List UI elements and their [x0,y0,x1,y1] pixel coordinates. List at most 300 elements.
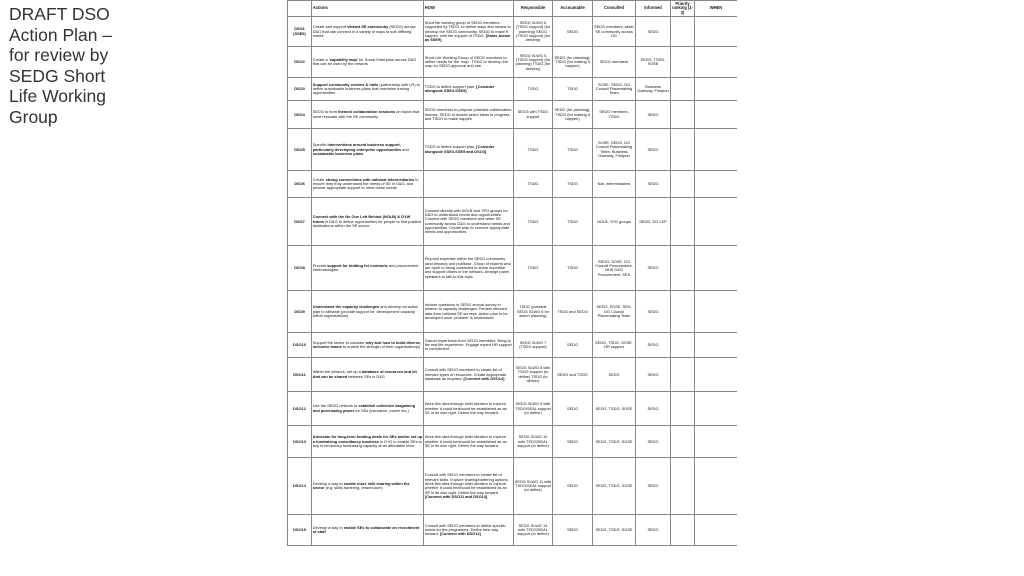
action-id-cell-text: DSO1 (SSE9) [293,26,306,36]
accountable-cell-text: SEDG [566,527,579,533]
accountable-cell-text: SEDG [566,405,579,411]
accountable-cell [553,458,593,515]
how-cell-bold-text: [Same Action as SSE9] [424,32,511,43]
table-row [288,246,738,291]
action-id-cell-text: DSO12 [293,405,306,411]
action-id-cell-text: DSO2 [294,59,305,65]
actions-cell-text: between SEs in D&G [347,373,385,379]
how-cell [424,17,514,47]
responsible-cell-text: SEDG SLWG 10 with TSDG/SEAL support (to define) [517,434,549,448]
responsible-cell-text: TSDG [527,265,539,271]
actions-cell-text: (partnership with LR) to define sustainable business plans that maximise trading opportunities [312,81,420,96]
consulted-cell-text: SEDG members, TSDG [599,109,629,119]
accountable-cell-text: TSDG and SEDG [557,308,588,314]
informed-cell-text: SEDG [647,111,659,117]
priority-cell [671,246,695,291]
consulted-cell-text: SEDG, TSDG, SOSE [595,527,633,533]
responsible-cell [514,392,553,426]
actions-cell-text: and develop an action plan to alleviate (provide support for ‘development’ capacity within organisations) [312,304,419,318]
action-id-cell-text: DSO3 [294,86,305,92]
responsible-cell-text: SEDG SLWG 6 (TSDG support) (for planning) SEDG (TSDG support) (for delivery) [515,19,551,43]
informed-cell-text: SEDG [647,483,659,489]
actions-cell-bold-text: vibrant SE community [347,24,389,30]
consulted-cell [593,426,636,458]
informed-cell-text: SEDG [647,405,659,411]
informed-cell [636,129,671,171]
table-row [288,78,738,101]
accountable-cell [553,392,593,426]
actions-cell-text: Within the network, set up a [312,369,362,375]
accountable-cell-text: SEDG [566,483,579,489]
consulted-cell [593,358,636,392]
priority-cell [671,392,695,426]
how-cell-text: Consult with SEDG members to create list of relevant skills. Explore sharing/bartering options. Work this idea through fuller ideation to explore whether it could be/should be established as an SE in its own right. Define the way forward. [424,472,509,495]
consulted-cell-text: SEDG, TSDG, SOSE, HR support [595,339,633,350]
when-cell [695,129,738,171]
informed-cell [636,515,671,546]
priority-cell [671,47,695,78]
when-cell [695,171,738,198]
table-row [288,129,738,171]
actions-cell-bold-text: themed collaboration sessions [338,109,396,115]
header-priority: Priority ranking (1-3) [672,1,693,15]
how-cell [424,515,514,546]
responsible-cell [514,198,553,246]
accountable-cell-text: SEDG (for planning), TSDG (for making it happen) [554,54,591,69]
action-id-cell-text: DSO9 [294,308,305,314]
action-id-cell [288,426,312,458]
priority-cell [671,101,695,129]
informed-cell [636,246,671,291]
consulted-cell-text: Nat. intermediaries [597,181,631,187]
actions-cell [312,78,424,101]
accountable-cell-text: TSDG [567,218,578,224]
actions-cell-text: (SEDG) across D&G that can connect in a variety of ways to suit differing needs [312,24,416,38]
priority-cell [671,358,695,392]
how-cell-text: Pinpoint expertise within the SEDG community (and beyond) and publicise. Group of experts who are open to being contacted to share expertise and support others in the network. Arrange panel speakers to talk to this topic. [424,256,511,279]
action-id-cell [288,78,312,101]
consulted-cell-text: SEDG, TSDG, SOSE [595,438,633,444]
how-cell [424,198,514,246]
header-actions: Actions [312,1,424,17]
header-responsible: Responsible [514,1,553,17]
consulted-cell-text: SEDG, SOSE, SES, DG Council Placemaking Team [596,304,632,318]
actions-cell-text: Develop a way to [312,524,344,530]
priority-cell [671,17,695,47]
responsible-cell-text: SEDG SLWG 5 (TSDG support) (for planning) TSDG (for delivery) [515,52,551,71]
how-cell-bold-text: [Connect with DSO14] [463,375,505,381]
informed-cell-text: SEDG [647,371,659,377]
accountable-cell [553,246,593,291]
action-id-cell [288,198,312,246]
accountable-cell [553,426,593,458]
responsible-cell [514,333,553,358]
actions-cell [312,198,424,246]
how-cell [424,171,514,198]
accountable-cell [553,198,593,246]
responsible-cell [514,246,553,291]
actions-cell-bold-text: support for bidding for contracts [327,262,388,268]
consulted-cell [593,17,636,47]
action-id-cell [288,291,312,333]
how-cell [424,78,514,101]
how-cell-text: TSDG to define support plan. [424,144,477,150]
how-cell [424,47,514,78]
actions-cell-bold-text: Support community centres & halls [312,81,379,87]
consulted-cell-text: SEDG members [599,59,629,65]
accountable-cell [553,129,593,171]
actions-cell-bold-text: why and how to build diverse, inclusive teams [312,339,422,350]
actions-cell-text: SEDG to form [312,109,339,115]
action-id-cell [288,515,312,546]
responsible-cell-text: TSDG [527,181,539,187]
actions-cell-bold-text: strong connections with national intermediaries [325,176,415,182]
action-id-cell-text: DSO13 [293,438,306,444]
responsible-cell [514,17,553,47]
actions-cell-text: (e.g. skills bartering, lessercoom) [324,485,383,491]
accountable-cell [553,291,593,333]
accountable-cell-text: TSDG [567,265,578,271]
responsible-cell-text: TSDG [527,86,539,92]
consulted-cell-text: SEDG members, wider SE community across DG [594,24,634,38]
priority-cell [671,515,695,546]
actions-cell-bold-text: sustainable business plans [312,150,364,156]
actions-cell-bold-text: database of resources and kit that can be shared [312,369,417,379]
header-informed: Informed [636,1,671,17]
consulted-cell [593,246,636,291]
consulted-cell-text: SEDG, TSDG, SOSE [595,405,633,411]
how-cell-text: Consult with SEDG members to define specific needs for the programme. Define best way forward. [424,522,506,537]
how-cell [424,246,514,291]
actions-cell-text: Create and support [312,24,348,30]
consulted-cell [593,129,636,171]
when-cell [695,426,738,458]
informed-cell [636,101,671,129]
when-cell [695,17,738,47]
actions-cell-text: to enable the strength of their organisation(s) [341,344,421,350]
table-row [288,198,738,246]
action-id-cell-text: DSO14 [293,483,306,489]
informed-cell-text: SEDG [647,265,659,271]
responsible-cell [514,78,553,101]
action-plan-table [287,0,737,546]
when-cell [695,392,738,426]
how-cell [424,333,514,358]
responsible-cell [514,171,553,198]
responsible-cell [514,515,553,546]
when-cell [695,291,738,333]
action-id-cell-text: DSO8 [294,265,305,271]
informed-cell-text: SEDG [647,146,659,152]
consulted-cell [593,333,636,358]
table-row [288,291,738,333]
accountable-cell [553,17,593,47]
how-cell [424,358,514,392]
actions-cell [312,515,424,546]
action-id-cell-text: DSO4 [294,111,305,117]
consulted-cell [593,47,636,78]
actions-cell [312,47,424,78]
responsible-cell-text: SEDG SLWG 8 with TSDG support (to define) TSDG (to deliver) [515,365,551,384]
actions-cell [312,129,424,171]
table-row [288,101,738,129]
responsible-cell [514,426,553,458]
informed-cell [636,426,671,458]
action-id-cell [288,458,312,515]
action-id-cell-text: DSO10 [293,342,306,348]
informed-cell [636,78,671,101]
actions-cell-text: on topics that most resonate with the SE community [312,109,420,119]
consulted-cell [593,171,636,198]
when-cell [695,358,738,392]
how-cell [424,101,514,129]
how-cell [424,392,514,426]
informed-cell-text: SEDG [647,342,659,348]
actions-cell [312,291,424,333]
informed-cell [636,171,671,198]
actions-cell-text: Create [312,176,326,182]
how-cell-text: Consult with SEDG members to create list of relevant types of resources. Create appropriate database as required. [424,367,507,381]
action-id-cell [288,171,312,198]
accountable-cell [553,358,593,392]
action-plan-table-wrapper [287,0,737,576]
actions-cell-bold-text: Connect with the No One Left Behind (NOLB) & DYW teams [312,214,411,224]
informed-cell [636,17,671,47]
responsible-cell [514,47,553,78]
how-cell-text: Work this idea through fuller ideation to explore whether it could be/should be established as an SE in its own right. Define the way forward. [424,434,507,448]
consulted-cell [593,515,636,546]
informed-cell [636,458,671,515]
document-title: DRAFT DSO Action Plan – for review by SEDG Short Life Working Group [9,4,113,127]
actions-cell-text: for Social Enterprise across D&G that can be used by the network [312,56,417,67]
actions-cell-text: Create a [312,56,329,62]
actions-cell-bold-text: Understand the capacity challenges [312,304,380,310]
accountable-cell-text: TSDG [567,181,578,187]
table-row [288,392,738,426]
priority-cell [671,78,695,101]
informed-cell-text: SEDG [647,527,659,533]
informed-cell-text: SEDG [647,438,659,444]
when-cell [695,246,738,291]
action-id-cell [288,358,312,392]
responsible-cell-text: TSDG [527,218,539,224]
priority-cell [671,171,695,198]
accountable-cell-text: SEDG (for planning), TSDG (for making it happen) [554,107,591,121]
accountable-cell [553,47,593,78]
how-cell [424,458,514,515]
informed-cell-text: SEDG [647,28,659,34]
accountable-cell-text: TSDG [567,146,578,152]
responsible-cell-text: TSDG [527,146,539,152]
accountable-cell-text: TSDG [567,86,578,92]
accountable-cell-text: SEDG and TSDG [557,371,588,377]
header-accountable: Accountable [553,1,593,17]
informed-cell [636,47,671,78]
actions-cell [312,171,424,198]
how-cell-bold-text: [Connect with DSO11 and DSO14] [424,493,488,499]
table-header-row [288,1,738,17]
table-row [288,17,738,47]
responsible-cell [514,101,553,129]
actions-cell-text: and procurement methodologies [312,262,419,273]
responsible-cell-text: SEDG SLWG 11 with TSDG/SEAL support (to define) [514,478,552,493]
actions-cell-text: in D&G to define opportunities for people to find positive destinations within the SE sector. [312,218,422,228]
responsible-cell-text: SEDG SLWG 9 with TSDG/SEAL support (to define) [515,401,551,415]
table-row [288,358,738,392]
header-when: WHEN [695,1,738,17]
consulted-cell [593,291,636,333]
when-cell [695,101,738,129]
when-cell [695,333,738,358]
actions-cell-text: Use the SEDG network to [312,403,359,409]
actions-cell-text: and [401,146,409,152]
action-id-cell [288,129,312,171]
actions-cell [312,17,424,47]
consulted-cell [593,458,636,515]
consulted-cell [593,101,636,129]
responsible-cell [514,129,553,171]
table-row [288,333,738,358]
actions-cell-bold-text: interventions around business support, particularly developing enterprise opportunities [312,142,402,152]
action-id-cell [288,246,312,291]
when-cell [695,198,738,246]
how-cell [424,426,514,458]
how-cell-bold-text: [Consider alongside SSE3-SSE5] [424,83,495,94]
informed-cell-text: SEDG [647,181,659,187]
informed-cell [636,392,671,426]
consulted-cell-text: SEDG [608,371,620,377]
table-row [288,47,738,78]
informed-cell [636,333,671,358]
priority-cell [671,129,695,171]
informed-cell-text: SEDG, DG LEP [639,218,667,224]
how-cell-bold-text: [Consider alongside SSE3-SSE5 and DSO3] [424,144,495,154]
responsible-cell [514,291,553,333]
table-row [288,171,738,198]
table-row [288,515,738,546]
header-id [288,1,312,17]
consulted-cell-text: SEDG, TSDG, SOSE [595,483,633,489]
accountable-cell [553,333,593,358]
consulted-cell [593,198,636,246]
priority-cell [671,198,695,246]
actions-cell [312,426,424,458]
accountable-cell [553,78,593,101]
header-consulted: Consulted [593,1,636,17]
table-row [288,458,738,515]
table-row [288,426,738,458]
action-id-cell [288,101,312,129]
consulted-cell-text: NOLB, YPG groups [597,218,631,224]
action-id-cell-text: DSO6 [294,181,305,187]
informed-cell [636,198,671,246]
when-cell [695,515,738,546]
responsible-cell-text: SEDG SLWG 7 (TSDG support) [519,339,547,350]
how-cell-text: TSDG to define support plan. [424,83,477,89]
header-how: HOW [424,1,514,17]
priority-cell [671,333,695,358]
accountable-cell [553,171,593,198]
actions-cell-bold-text: establish collective bargaining and purchasing power [312,403,416,413]
how-cell [424,291,514,333]
responsible-cell-text: TSDG (possible SEDG SLWG 6 for action planning) [516,304,550,318]
actions-cell [312,458,424,515]
actions-cell [312,101,424,129]
responsible-cell-text: SEDG with TSDG support [517,109,549,119]
actions-cell-text: Provide [312,262,328,268]
actions-cell-bold-text: enable more skill sharing within the sector [312,480,410,491]
when-cell [695,78,738,101]
when-cell [695,47,738,78]
accountable-cell-text: SEDG [566,28,579,34]
action-id-cell-text: DSO15 [293,527,306,533]
action-id-cell [288,47,312,78]
how-cell-bold-text: [Connect with DSO14] [439,531,481,537]
informed-cell-text: Business Gateway, Firstport [637,83,669,94]
responsible-cell-text: SEDG SLWG 13 with TSDG/SEAL support (to define) [517,522,549,537]
priority-cell [671,291,695,333]
how-cell-text: Work this idea through fuller ideation to explore whether it could be/should be established as an SE in its own right. Define the way forward. [424,401,507,415]
actions-cell-text: in D+G to enable SEs to buy in temporary fundraising capacity at an affordable level [312,438,422,448]
actions-cell-bold-text: Advocate for long-term funding deals for SEs and/or set up a fundraising consultancy business [312,434,423,444]
consulted-cell [593,392,636,426]
priority-cell [671,426,695,458]
actions-cell [312,246,424,291]
informed-cell-text: SEDG [647,308,659,314]
when-cell [695,458,738,515]
accountable-cell-text: SEDG [566,342,579,348]
actions-cell-bold-text: ‘capability map’ [328,56,359,62]
priority-cell [671,458,695,515]
action-id-cell-text: DSO5 [294,146,305,152]
actions-cell [312,358,424,392]
actions-cell-text: Support the sector to consider [312,339,366,345]
informed-cell [636,358,671,392]
action-id-cell-text: DSO11 [293,371,306,377]
action-id-cell [288,333,312,358]
accountable-cell [553,101,593,129]
action-id-cell-text: DSO7 [294,218,305,224]
informed-cell-text: SEDG, TSDG, SOSE [640,56,666,67]
action-id-cell [288,392,312,426]
how-cell-text: Connect directly with NOLB and YPG groups for D&G to understand needs and opportunities. Connect with SEDG members and wider SE community across D&G to understand needs and opportunities. Create plan to connect appropriate needs and opportunities. [424,207,510,235]
actions-cell [312,392,424,426]
actions-cell-text: Specific [312,142,328,148]
consulted-cell [593,78,636,101]
table-body [288,17,738,546]
responsible-cell [514,358,553,392]
how-cell-text: SEDG members to propose potential collaboration themes. SEDG to decide which ideas to progress and TSDG to make happen [424,107,512,121]
informed-cell [636,291,671,333]
how-cell-text: Short Life Working Group of SEDG members to define needs for the ‘map’. TSDG to develop the map for SEDG approval and use. [424,54,508,69]
how-cell-text: Include questions in SEDG annual survey in relation to capacity challenges. Review relevant data from national SE surveys. Action plan to be developed once ‘problem’ is understood. [424,302,508,321]
actions-cell-text: Develop a way to [312,480,344,486]
actions-cell-text: to ensure they truly understand the needs of SE in D&G, and provide appropriate support to meet those needs [312,176,419,191]
consulted-cell-text: SOSE, SEDG, DG Council Placemaking Team [595,81,633,96]
action-id-cell [288,17,312,47]
how-cell [424,129,514,171]
consulted-cell-text: SOSE, SEDG, DG Council Placemaking Team, Business Gateway, Firstport [595,140,633,159]
actions-cell [312,333,424,358]
consulted-cell-text: SEDG, SOSE, DG Council Procurement, NHS D&G Procurement, SES [595,258,633,277]
how-cell-text: Garner experience from SEDG members. Bring to life real life experience. Engage expert HR support to compliment. [424,337,512,352]
actions-cell-bold-text: enable SEs to collaborate on recruitment of staff [312,524,420,535]
actions-cell-text: for SEs (insurance, power etc.) [354,407,409,413]
accountable-cell-text: SEDG [566,438,579,444]
responsible-cell [514,458,553,515]
how-cell-text: Short life working group of SEDG members, supported by TSDG, to define ways and means to develop the SEDG community. SEDG to make it happen, with the support of TSDG. [424,19,511,38]
accountable-cell [553,515,593,546]
